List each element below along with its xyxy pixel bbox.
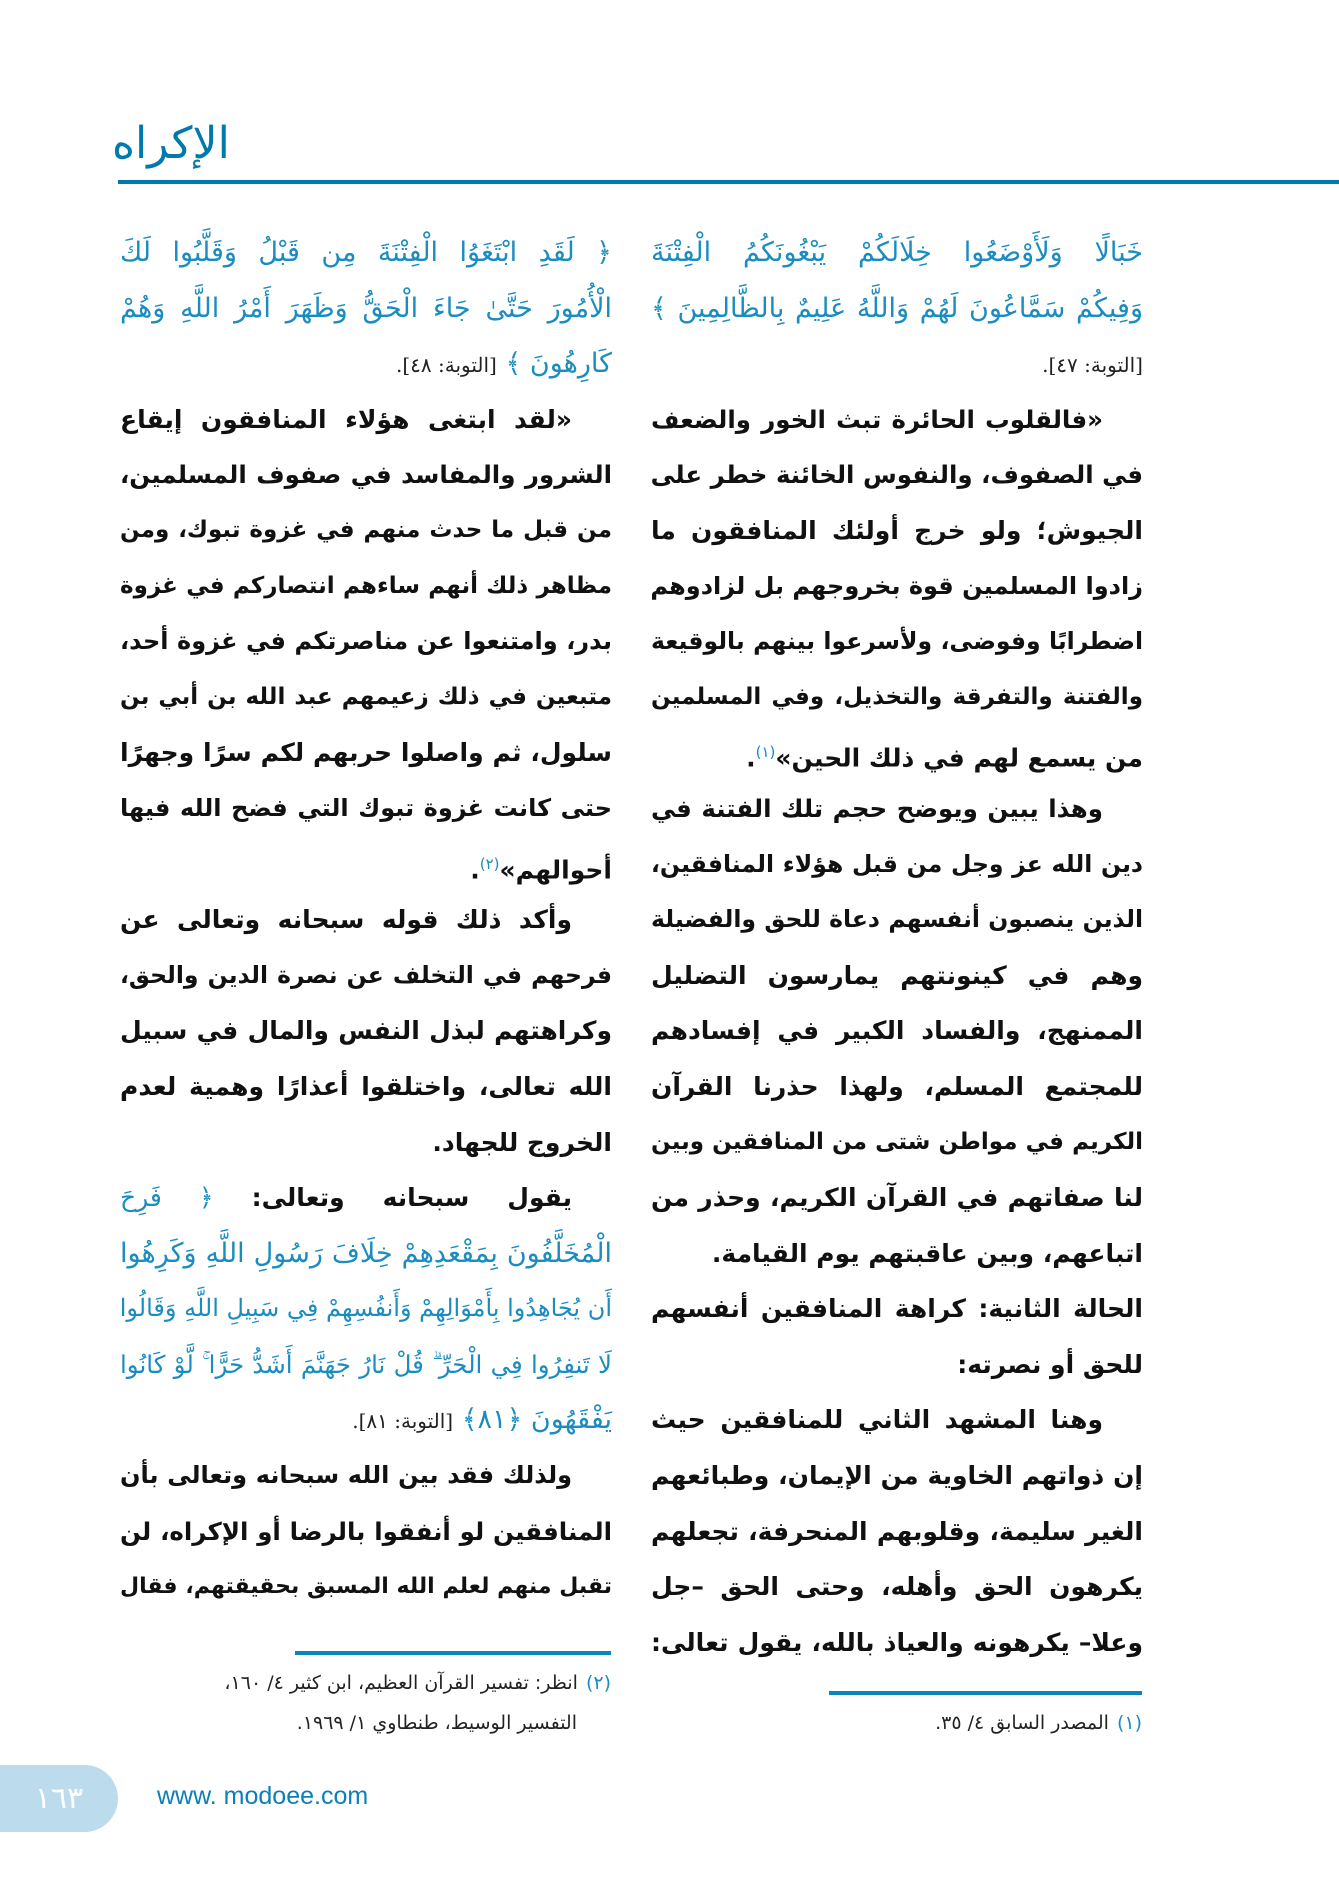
text-line [651,781,1143,837]
body-text: الله تعالى، واختلقوا أعذارًا وهمية لعدم [120,1071,612,1101]
quran-text: خَبَالًا وَلَأَوْضَعُوا خِلَالَكُمْ يَبْغُونَكُمُ الْفِتْنَةَ [651,237,1143,268]
text-line [120,1559,612,1615]
text-line [651,1003,1143,1059]
text-line [651,725,1143,781]
text-line [651,1559,1143,1615]
footnote-number: (٢) [585,1672,611,1694]
text-line [651,948,1143,1004]
text-line [651,1448,1143,1504]
text-line [651,1615,1143,1671]
text-line [120,725,612,781]
website-url[interactable]: www. modoee.com [157,1782,369,1810]
quran-verse-line [120,281,612,337]
text-line [651,892,1143,948]
text-line [120,1448,612,1504]
body-text: من قبل ما حدث منهم في غزوة تبوك، ومن [120,516,612,543]
quran-text: الْمُخَلَّفُونَ بِمَقْعَدِهِمْ خِلَافَ رَسُولِ اللَّهِ وَكَرِهُوا [120,1237,612,1269]
right-column [651,225,1143,1670]
text-line [651,336,1143,392]
text-line [651,392,1143,448]
body-text: مظاهر ذلك أنهم ساءهم انتصاركم في غزوة [120,572,612,599]
body-text: الكريم في مواطن شتى من المنافقين وبين [651,1128,1143,1155]
body-text: كراهة المنافقين أنفسهم [651,1294,966,1324]
body-text: للحق أو نصرته: [957,1349,1143,1379]
text-line [120,948,612,1004]
quran-text: كَارِهُونَ ﴾ [496,348,612,380]
text-line [120,837,612,893]
body-text: اتباعهم، وبين عاقبتهم يوم القيامة. [711,1238,1143,1268]
text-line [120,892,612,948]
quran-text: يَفْقَهُونَ ﴿٨١﴾ [453,1404,612,1436]
quran-verse-line [651,281,1143,337]
text-line [651,837,1143,893]
body-text: الذين ينصبون أنفسهم دعاة للحق والفضيلة [651,905,1143,934]
text-line [651,1504,1143,1560]
verse-reference: [التوبة: ٨١]. [352,1409,454,1434]
text-line [651,1337,1143,1393]
body-text: للمجتمع المسلم، ولهذا حذرنا القرآن [651,1071,1143,1101]
text-line [651,1281,1143,1337]
body-text: وهذا يبين ويوضح حجم تلك الفتنة في [651,793,1103,823]
text-line [651,614,1143,670]
quran-verse-line [120,1337,612,1393]
quran-verse-line [120,1226,612,1282]
body-text: وأكد ذلك قوله سبحانه وتعالى عن [120,905,572,935]
body-text: الغير سليمة، وقلوبهم المنحرفة، تجعلهم [651,1516,1143,1546]
body-text: متبعين في ذلك زعيمهم عبد الله بن أبي بن [120,683,612,710]
footnote-text: التفسير الوسيط، طنطاوي ١/ ١٩٦٩. [296,1712,577,1734]
quran-verse-line [120,225,612,281]
body-text: . [746,743,756,773]
text-line [120,614,612,670]
body-text: وكراهتهم لبذل النفس والمال في سبيل [120,1016,612,1046]
text-line [120,1170,612,1226]
text-line [651,559,1143,615]
text-line [120,392,612,448]
text-line [651,670,1143,726]
body-text: فرحهم في التخلف عن نصرة الدين والحق، [120,960,612,989]
text-line [120,503,612,559]
body-text: يكرهون الحق وأهله، وحتى الحق –جل [651,1572,1143,1602]
text-line [120,781,612,837]
body-text: «فالقلوب الحائرة تبث الخور والضعف [651,404,1103,434]
text-line [120,1115,612,1171]
body-text: وعلا– يكرهونه والعياذ بالله، يقول تعالى: [651,1627,1143,1657]
footnote-number: (١) [1116,1712,1142,1734]
body-text: وهم في كينونتهم يمارسون التضليل [651,960,1143,990]
text-line [651,503,1143,559]
text-line [651,1226,1143,1282]
body-text: الشرور والمفاسد في صفوف المسلمين، [120,460,612,490]
body-text: اضطرابًا وفوضى، ولأسرعوا بينهم بالوقيعة [651,627,1143,656]
text-line [651,1115,1143,1171]
body-text: «لقد ابتغى هؤلاء المنافقون إيقاع [120,404,572,434]
verse-reference: [التوبة: ٤٨]. [396,353,497,378]
quran-text: وَفِيكُمْ سَمَّاعُونَ لَهُمْ وَاللَّهُ عَلِيمٌ بِالظَّالِمِينَ ﴾ [651,292,1143,324]
verse-reference: [التوبة: ٤٧]. [1042,353,1143,378]
quran-text: لَا تَنفِرُوا فِي الْحَرِّ ۗ قُلْ نَارُ جَهَنَّمَ أَشَدُّ حَرًّا ۚ لَّوْ كَانُوا [120,1349,612,1379]
quran-text: الْأُمُورَ حَتَّىٰ جَاءَ الْحَقُّ وَظَهَرَ أَمْرُ اللَّهِ وَهُمْ [120,292,612,324]
body-text: بدر، وامتنعوا عن مناصرتكم في غزوة أحد، [120,627,612,656]
body-text: إن ذواتهم الخاوية من الإيمان، وطبائعهم [651,1461,1143,1491]
text-line [651,1392,1143,1448]
quran-verse-line [120,1392,612,1448]
text-line [120,1059,612,1115]
quran-text: أَن يُجَاهِدُوا بِأَمْوَالِهِمْ وَأَنفُسِهِمْ فِي سَبِيلِ اللَّهِ وَقَالُوا [119,1294,612,1323]
header-divider [118,180,1339,184]
body-text: الجيوش؛ ولو خرج أولئك المنافقون ما [651,515,1143,545]
text-line [651,447,1143,503]
quran-verse-line [651,225,1143,281]
body-text: أحوالهم» [499,854,612,884]
body-text: ولذلك فقد بين الله سبحانه وتعالى بأن [120,1461,572,1490]
text-line [651,1059,1143,1115]
body-text: حتى كانت غزوة تبوك التي فضح الله فيها [120,793,612,822]
text-line [120,670,612,726]
footnote-divider-left [295,1651,611,1655]
body-text: في الصفوف، والنفوس الخائنة خطر على [650,460,1143,490]
body-text: المنافقين لو أنفقوا بالرضا أو الإكراه، لن [120,1516,612,1546]
text-line [651,1170,1143,1226]
text-line [120,559,612,615]
section-label: الحالة الثانية: [965,1294,1143,1324]
body-text: دين الله عز وجل من قبل هؤلاء المنافقين، [651,849,1143,878]
page-number: ١٦٣ [0,1765,118,1832]
footnote-2 [224,1663,611,1743]
quran-text: ﴿ فَرِحَ [120,1183,214,1213]
text-line [120,1504,612,1560]
text-line [120,447,612,503]
body-text: من يسمع لهم في ذلك الحين» [775,743,1143,773]
left-column [120,225,612,1615]
body-text: الخروج للجهاد. [432,1127,612,1157]
footnote-text: المصدر السابق ٤/ ٣٥. [935,1712,1109,1734]
quran-verse-line [120,336,612,392]
body-text: سلول، ثم واصلوا حربهم لكم سرًا وجهرًا [120,738,612,768]
footnote-divider-right [829,1691,1142,1695]
body-text: يقول سبحانه وتعالى: [213,1183,572,1213]
body-text: . [470,854,480,884]
footnote-ref: (٢) [479,854,500,873]
footnote-text: انظر: تفسير القرآن العظيم، ابن كثير ٤/ ١٦٠، [224,1672,578,1694]
body-text: الممنهج، والفساد الكبير في إفسادهم [651,1016,1143,1046]
chapter-title: الإكراه [112,118,230,169]
footnote-ref: (١) [755,743,776,762]
body-text: زادوا المسلمين قوة بخروجهم بل لزادوهم [650,571,1143,600]
quran-text: ﴿ لَقَدِ ابْتَغَوُا الْفِتْنَةَ مِن قَبْلُ وَقَلَّبُوا لَكَ [120,237,612,268]
body-text: لنا صفاتهم في القرآن الكريم، وحذر من [651,1183,1143,1213]
body-text: تقبل منهم لعلم الله المسبق بحقيقتهم، فقال [120,1574,612,1600]
footnote-1 [935,1703,1142,1743]
quran-verse-line [120,1281,612,1337]
body-text: وهنا المشهد الثاني للمنافقين حيث [651,1405,1103,1435]
body-text: والفتنة والتفرقة والتخذيل، وفي المسلمين [651,683,1143,710]
text-line [120,1003,612,1059]
